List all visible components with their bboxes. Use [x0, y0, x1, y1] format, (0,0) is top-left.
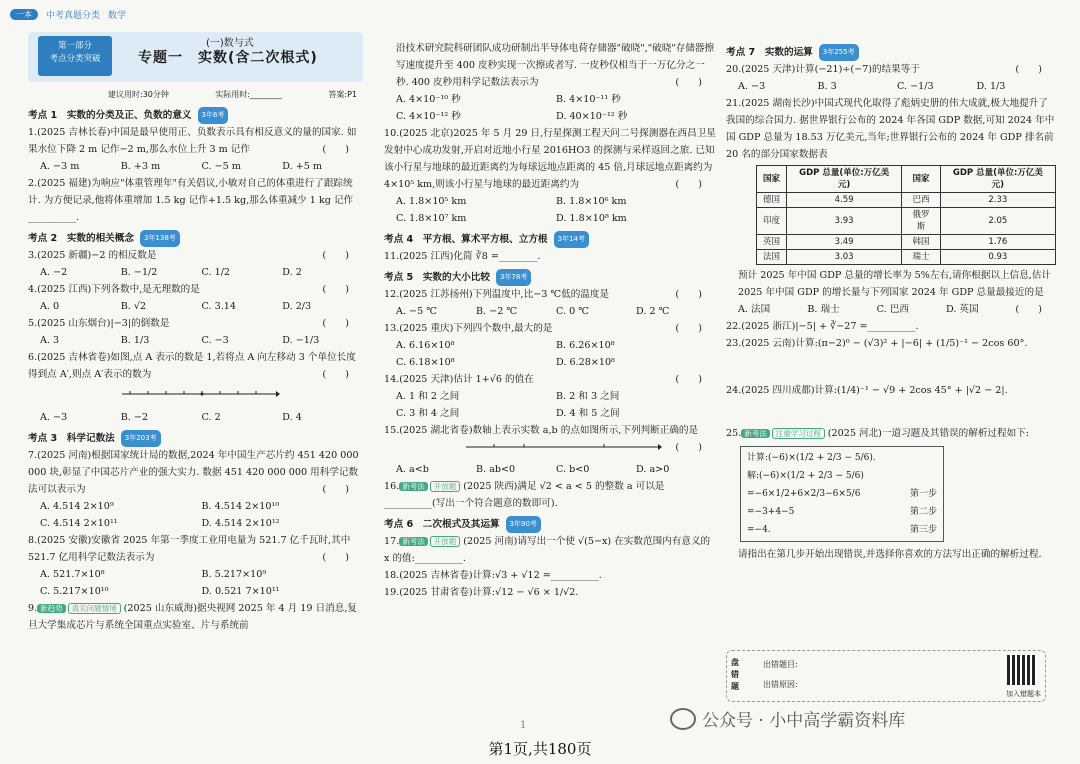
question-17: 17. 新考法 开放题 (2025 河南)请写出一个使 √(5−x) 在实数范围内有意义的 x 的值:__________. [384, 536, 711, 564]
q21-text: 21.(2025 湖南长沙)中国式现代化取得了彪炳史册的伟大成就,极大地提升了我国的综合国力. 据世界银行公布的 2024 年各国 GDP 数据,可知 2024 年中国 GDP 总量为 18.53 万亿美元,当年;世界银行公布的 2024 年 GDP 排名前 20 名的部分国家数据表 [726, 98, 1055, 160]
kp3-title: 考点 3 科学记数法 [28, 433, 115, 444]
watermark-text: 公众号 · 小中高学霸资料库 [702, 711, 906, 731]
q17-badge: 新考法 [399, 537, 428, 546]
q12-text: 12.(2025 江苏扬州)下列温度中,比−3 ℃低的温度是 [384, 289, 610, 300]
answer-paren: ( ) [322, 318, 349, 329]
part-line2: 考点分类突破 [49, 54, 101, 64]
option: D. 2 [282, 267, 302, 278]
answer-paren: ( ) [1015, 304, 1042, 315]
q16-tag: 开放题 [430, 481, 461, 492]
q12-options [384, 303, 716, 320]
cell: 瑞士 [902, 250, 940, 265]
answer-paren: ( ) [675, 179, 702, 190]
section-heading [28, 107, 363, 124]
chapter-subtitle: (一)数与式 [206, 38, 254, 49]
option: D. 4 [282, 412, 302, 423]
option: B. −2 ℃ [476, 306, 518, 317]
question-1 [28, 124, 363, 158]
part-line1: 第一部分 [57, 41, 92, 51]
q17-text: (2025 河南)请写出一个使 √(5−x) 在实数范围内有意义的 x 的值:__________. [384, 536, 711, 564]
q10-options [384, 193, 716, 227]
kp5-title: 考点 5 实数的大小比较 [384, 272, 490, 283]
column-middle [384, 40, 716, 601]
option: B. −1/2 [120, 267, 158, 278]
q7-options [28, 498, 363, 532]
option: A. 0 [40, 301, 60, 312]
option: D. +5 m [282, 161, 322, 172]
option: C. 1.8×10⁷ km [396, 213, 467, 224]
option: B. 4×10⁻¹¹ 秒 [556, 94, 621, 105]
option: C. 3.14 [201, 301, 236, 312]
series-name: 中考真题分类 [46, 10, 101, 21]
q9-text: (2025 山东威海)据央视网 2025 年 4 月 19 日消息,复旦大学集成芯片与系统全国重点实验室、片与系统前 [28, 603, 357, 631]
q25-badge: 新考法 [741, 429, 770, 438]
option: C. −1/3 [897, 81, 934, 92]
part-label [38, 36, 112, 76]
q18-text: 18.(2025 吉林省卷)计算:√3 + √12 =__________. [384, 570, 602, 581]
cell: 2.33 [940, 193, 1055, 208]
q25-tag: 注重学习过程 [772, 428, 825, 439]
question-4 [28, 281, 363, 298]
watermark [670, 706, 905, 731]
sol-step-2 [747, 503, 937, 521]
kp1-badge: 3年6考 [198, 107, 229, 124]
option: B. 1.8×10⁶ km [556, 196, 627, 207]
option: A. a<b [396, 464, 429, 475]
kp4-title: 考点 4 平方根、算术平方根、立方根 [384, 234, 548, 245]
option: A. −5 ℃ [396, 306, 437, 317]
series-tag: 一本 [10, 9, 38, 20]
table-row [757, 208, 1056, 235]
cell: 俄罗斯 [902, 208, 940, 235]
question-19 [384, 584, 716, 601]
error-question-field[interactable]: 出错题目: [763, 660, 798, 669]
column-left [28, 24, 363, 634]
cell: 3.93 [787, 208, 902, 235]
kp4-badge: 3年14考 [554, 231, 589, 248]
question-15 [384, 422, 716, 453]
page-footer: 第1页,共180页 [488, 740, 592, 758]
question-8 [28, 532, 363, 566]
option: C. 6.18×10⁸ [396, 357, 455, 368]
solution-box [740, 446, 944, 542]
table-row [757, 235, 1056, 250]
sol-line: =−4. [747, 525, 771, 535]
q8-text: 8.(2025 安徽)安徽省 2025 年第一季度工业用电量为 521.7 亿千瓦时,其中 521.7 亿用科学记数法表示为 [28, 535, 351, 563]
q4-options [28, 298, 363, 315]
q3-options [28, 264, 363, 281]
answer-paren: ( ) [1015, 64, 1042, 75]
option: B. √2 [120, 301, 147, 312]
question-22 [726, 318, 1056, 335]
answer-paren: ( ) [322, 284, 349, 295]
q4-text: 4.(2025 江西)下列各数中,是无理数的是 [28, 284, 200, 295]
q1-options [28, 158, 363, 175]
q13-text: 13.(2025 重庆)下列四个数中,最大的是 [384, 323, 553, 334]
option: D. −1/3 [282, 335, 320, 346]
chapter-title: 专题一 实数(含二次根式) [138, 50, 318, 66]
answer-paren: ( ) [322, 484, 349, 495]
option: A. 4×10⁻¹⁰ 秒 [396, 94, 461, 105]
option: C. 3 和 4 之间 [396, 408, 460, 419]
q14-options [384, 388, 716, 422]
q16-badge: 新考法 [399, 482, 428, 491]
option: D. 0.521 7×10¹¹ [201, 586, 280, 597]
q16-text: (2025 陕西)满足 √2 < a < 5 的整数 a 可以是__________(写出一个符合题意的数即可). [384, 481, 665, 509]
kp2-title: 考点 2 实数的相关概念 [28, 233, 134, 244]
option: D. 2 ℃ [636, 306, 670, 317]
question-16: 16. 新考法 开放题 (2025 陕西)满足 √2 < a < 5 的整数 a 可以是__________(写出一个符合题意的数即可). [384, 481, 665, 509]
q21b-text: 预计 2025 年中国 GDP 总量的增长率为 5%左右,请你根据以上信息,估计 2025 年中国 GDP 的增长量与下列国家 2024 年 GDP 总量最接近的是 [738, 270, 1052, 298]
q9-badge: 新趋势 [37, 604, 66, 613]
answer-paren: ( ) [322, 250, 349, 261]
cell: 巴西 [902, 193, 940, 208]
error-box-label: 盘错题 [731, 658, 739, 691]
option: D. 40×10⁻¹² 秒 [556, 111, 628, 122]
option: C. 1/2 [201, 267, 231, 278]
option: D. 2/3 [282, 301, 312, 312]
kp6-badge: 3年90考 [506, 516, 541, 533]
option: A. −3 [738, 81, 766, 92]
question-7 [28, 447, 363, 498]
question-21 [726, 95, 1056, 163]
q22-text: 22.(2025 浙江)|−5| + ∛−27 =__________. [726, 321, 919, 332]
q21-options [726, 301, 1015, 318]
actual-time: 实际用时:________ [215, 90, 282, 99]
subject-name: 数学 [108, 10, 127, 21]
question-24 [726, 382, 1056, 399]
option: A. 1 和 2 之间 [396, 391, 460, 402]
option: B. 3 [817, 81, 837, 92]
answer-ref: 答案:P1 [328, 90, 357, 99]
option: C. 2 [201, 412, 221, 423]
kp6-title: 考点 6 二次根式及其运算 [384, 519, 500, 530]
option: C. 4.514 2×10¹¹ [40, 518, 118, 529]
question-12 [384, 286, 716, 303]
question-20 [726, 61, 1056, 78]
option: B. −2 [120, 412, 149, 423]
cell: 印度 [757, 208, 787, 235]
step-label: 第三步 [909, 525, 937, 535]
question-18 [384, 567, 716, 584]
option: C. b<0 [556, 464, 590, 475]
question-25: 25. 新考法 注重学习过程 (2025 河北)一道习题及其错误的解析过程如下: [726, 428, 1030, 439]
table-row [757, 250, 1056, 265]
section-heading [28, 230, 363, 247]
question-6 [28, 349, 363, 383]
section-heading [384, 231, 716, 248]
q5-text: 5.(2025 山东烟台)|−3|的倒数是 [28, 318, 170, 329]
cell: 3.03 [787, 250, 902, 265]
step-label: 第一步 [909, 489, 937, 499]
option: B. 4.514 2×10¹⁰ [201, 501, 280, 512]
q6-text: 6.(2025 吉林省卷)如图,点 A 表示的数是 1,若将点 A 向左移动 3 个单位长度得到点 A′,则点 A′表示的数为 [28, 352, 356, 380]
q23-text: 23.(2025 云南)计算:(π−2)⁰ − (√3)² + |−6| + (1/5)⁻¹ − 2cos 60°. [726, 338, 1028, 349]
question-11 [384, 248, 716, 265]
q3-text: 3.(2025 新疆)−2 的相反数是 [28, 250, 157, 261]
answer-paren: ( ) [322, 369, 349, 380]
option: A. 1.8×10⁵ km [396, 196, 467, 207]
question-14 [384, 371, 716, 388]
option: A. −3 [40, 412, 68, 423]
table-row [757, 193, 1056, 208]
q6-options [28, 409, 363, 426]
answer-paren: ( ) [675, 77, 702, 88]
sol-line: =−6×1/2+6×2/3−6×5/6 [747, 489, 861, 499]
q24-text: 24.(2025 四川成都)计算:(1/4)⁻¹ − √9 + 2cos 45° + |√2 − 2|. [726, 385, 1008, 396]
option: D. 英国 [945, 304, 979, 315]
header-cell: GDP 总量(单位:万亿美元) [787, 166, 902, 193]
q13-options [384, 337, 716, 371]
q20-text: 20.(2025 天津)计算(−21)÷(−7)的结果等于 [726, 64, 920, 75]
meta-row [28, 82, 363, 103]
q20-options [726, 78, 1056, 95]
option: C. −3 [201, 335, 229, 346]
kp1-title: 考点 1 实数的分类及正、负数的意义 [28, 110, 192, 121]
q2-text: 2.(2025 福建)为响应"体重管理年"有关倡议,小敏对自己的体重进行了跟踪统计. 为方便记录,他将体重增加 1.5 kg 记作+1.5 kg,那么体重减少 1 kg 记作__________. [28, 178, 354, 223]
q17-tag: 开放题 [430, 536, 461, 547]
answer-paren: ( ) [322, 144, 349, 155]
option: D. 4.514 2×10¹² [201, 518, 280, 529]
cell: 英国 [757, 235, 787, 250]
question-9: 9. 新趋势 真实问题情境 (2025 山东威海)据央视网 2025 年 4 月 19 日消息,复旦大学集成芯片与系统全国重点实验室、片与系统前 [28, 603, 357, 631]
header-cell: 国家 [902, 166, 940, 193]
top-header [10, 6, 126, 22]
option: A. −3 m [40, 161, 80, 172]
option: C. −5 m [201, 161, 241, 172]
question-13 [384, 320, 716, 337]
q11-text: 11.(2025 江西)化简 ∛8 =________. [384, 251, 541, 262]
section-heading [384, 269, 716, 286]
qr-code-icon[interactable] [1007, 655, 1037, 685]
option: D. a>0 [636, 464, 670, 475]
kp7-badge: 3年255考 [819, 44, 859, 61]
answer-paren: ( ) [675, 323, 702, 334]
suggested-time: 建议用时:30分钟 [108, 90, 169, 99]
q9-cont-text: 沿技术研究院科研团队成功研制出半导体电荷存储器"破晓","破晓"存储器擦写速度提升至 400 皮秒实现一次擦或者写. 一皮秒仅相当于一万亿分之一秒. 400 皮秒用科学记数法表示为 [396, 43, 715, 88]
section-heading [384, 516, 716, 533]
step-label: 第二步 [909, 507, 937, 517]
answer-paren: ( ) [322, 552, 349, 563]
q7-text: 7.(2025 河南)根据国家统计局的数据,2024 年中国生产芯片约 451 420 000 000 块,彰显了中国芯片产业的强大实力. 数据 451 420 000 000 用科学记数法可以表示为 [28, 450, 359, 495]
wechat-icon [670, 708, 696, 730]
cell: 2.05 [940, 208, 1055, 235]
sol-step-1 [747, 485, 937, 503]
option: B. 6.26×10⁸ [556, 340, 615, 351]
cell: 4.59 [787, 193, 902, 208]
q10-text: 10.(2025 北京)2025 年 5 月 29 日,行星探测工程天问二号探测器在西昌卫星发射中心成功发射,开启对近地小行星 2016HO3 的探测与采样返回之旅. 已知该小行星与地球的最近距离约为每球远地点距离的 45 倍,月球远地点距离约为 4×10⁵ km,则该小行星与地球的最近距离约为 [384, 128, 716, 190]
option: C. 巴西 [876, 304, 909, 315]
option: A. 521.7×10⁸ [40, 569, 105, 580]
cell: 德国 [757, 193, 787, 208]
section-heading [726, 44, 1056, 61]
section-heading [28, 430, 363, 447]
kp2-badge: 3年138考 [140, 230, 180, 247]
option: C. 0 ℃ [556, 306, 589, 317]
kp7-title: 考点 7 实数的运算 [726, 47, 813, 58]
kp5-badge: 3年78考 [496, 269, 531, 286]
q9-options [384, 91, 716, 125]
cell: 0.93 [940, 250, 1055, 265]
q19-text: 19.(2025 甘肃省卷)计算:√12 − √6 × 1/√2. [384, 587, 579, 598]
question-9-cont [384, 40, 716, 91]
table-header-row [757, 166, 1056, 193]
q1-text: 1.(2025 吉林长春)中国是最早使用正、负数表示具有相反意义的量的国家. 如果水位下降 2 m 记作−2 m,那么水位上升 3 m 记作 [28, 127, 357, 155]
option: B. +3 m [120, 161, 161, 172]
cell: 法国 [757, 250, 787, 265]
option: A. −2 [40, 267, 68, 278]
option: D. 6.28×10⁸ [556, 357, 615, 368]
question-3 [28, 247, 363, 264]
q5-options [28, 332, 363, 349]
kp3-badge: 3年203考 [121, 430, 161, 447]
q9-tag: 真实问题情境 [68, 603, 121, 614]
option: A. 3 [40, 335, 60, 346]
sol-line: =−3+4−5 [747, 507, 795, 517]
header-cell: GDP 总量(单位:万亿美元) [940, 166, 1055, 193]
question-10 [384, 125, 716, 193]
qr-caption: 加入错题本 [1006, 690, 1041, 698]
q14-text: 14.(2025 天津)估计 1+√6 的值在 [384, 374, 534, 385]
option: A. 4.514 2×10⁹ [40, 501, 114, 512]
option: A. 6.16×10⁸ [396, 340, 455, 351]
option: B. 5.217×10⁹ [201, 569, 267, 580]
column-right [726, 44, 1056, 563]
sol-step-3 [747, 521, 937, 539]
cell: 3.49 [787, 235, 902, 250]
option: C. 4×10⁻¹² 秒 [396, 111, 461, 122]
option: B. 2 和 3 之间 [556, 391, 620, 402]
q15-options [384, 461, 716, 478]
page-mark: 1 [520, 720, 527, 731]
question-23 [726, 335, 1056, 352]
option: D. 1/3 [976, 81, 1006, 92]
question-5 [28, 315, 363, 332]
cell: 韩国 [902, 235, 940, 250]
number-line-ab [464, 439, 664, 455]
option: C. 5.217×10¹⁰ [40, 586, 109, 597]
cell: 1.76 [940, 235, 1055, 250]
option: B. ab<0 [476, 464, 516, 475]
option: B. 1/3 [120, 335, 150, 346]
number-line-figure [120, 385, 280, 403]
error-record-box [726, 650, 1046, 702]
error-reason-field[interactable]: 出错原因: [763, 680, 798, 689]
chapter-banner [28, 32, 363, 82]
q25b-text: 请指出在第几步开始出现错误,并选择你喜欢的方法写出正确的解析过程. [738, 549, 1042, 560]
q15-text: 15.(2025 湖北省卷)数轴上表示实数 a,b 的点如图所示,下列判断正确的是 [384, 425, 699, 436]
q8-options [28, 566, 363, 600]
answer-paren: ( ) [675, 289, 702, 300]
sol-line: 解:(−6)×(1/2 + 2/3 − 5/6) [747, 471, 864, 481]
option: A. 法国 [738, 304, 771, 315]
q25-text: (2025 河北)一道习题及其错误的解析过程如下: [827, 428, 1030, 439]
question-2 [28, 175, 363, 226]
option: D. 1.8×10⁸ km [556, 213, 627, 224]
sol-line: 计算:(−6)×(1/2 + 2/3 − 5/6). [747, 453, 876, 463]
answer-paren: ( ) [675, 442, 702, 453]
question-25-b [726, 546, 1056, 563]
header-cell: 国家 [757, 166, 787, 193]
answer-paren: ( ) [675, 374, 702, 385]
gdp-table [756, 165, 1056, 265]
option: D. 4 和 5 之间 [556, 408, 620, 419]
option: B. 瑞士 [807, 304, 840, 315]
